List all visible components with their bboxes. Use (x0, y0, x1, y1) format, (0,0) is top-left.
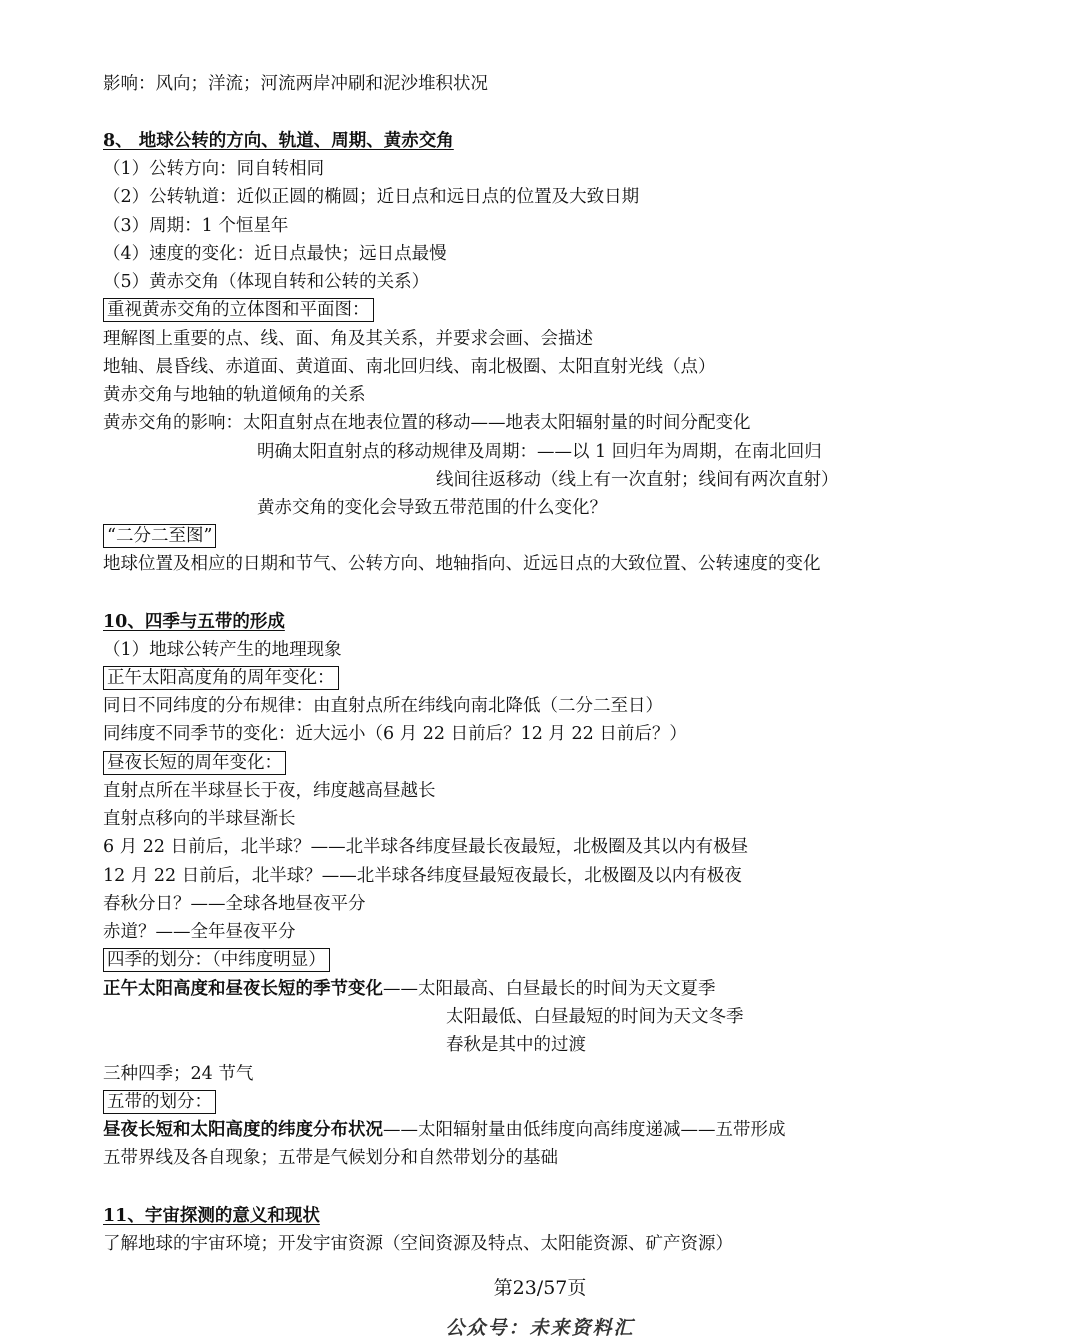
text-line: 明确太阳直射点的移动规律及周期：——以 1 回归年为周期，在南北回归 (257, 442, 822, 462)
text-line: 黄赤交角的影响：太阳直射点在地表位置的移动——地表太阳辐射量的时间分配变化 (103, 413, 751, 433)
text-line: 地球位置及相应的日期和节气、公转方向、地轴指向、近远日点的大致位置、公转速度的变化 (103, 554, 821, 574)
text-line: （2）公转轨道：近似正圆的椭圆；近日点和远日点的位置及大致日期 (103, 187, 640, 207)
text-line: 直射点所在半球昼长于夜，纬度越高昼越长 (103, 781, 436, 801)
text-line: 黄赤交角的变化会导致五带范围的什么变化？ (257, 498, 607, 518)
text-line: 三种四季；24 节气 (103, 1064, 254, 1084)
text-line: 了解地球的宇宙环境；开发宇宙资源（空间资源及特点、太阳能资源、矿产资源） (103, 1234, 733, 1254)
boxed-label-row (103, 1090, 216, 1114)
text-line: 太阳最低、白昼最短的时间为天文冬季 (446, 1007, 744, 1027)
text-line (103, 977, 716, 1001)
text-line: 线间往返移动（线上有一次直射；线间有两次直射） (436, 470, 839, 490)
text-line: 黄赤交角与地轴的轨道倾角的关系 (103, 385, 366, 405)
text-line: 理解图上重要的点、线、面、角及其关系，并要求会画、会描述 (103, 329, 593, 349)
section-heading-11: 11、宇宙探测的意义和现状 (103, 1206, 320, 1226)
boxed-label-row (103, 751, 286, 775)
boxed-label: 五带的划分： (103, 1090, 216, 1114)
text-line: 同纬度不同季节的变化：近大远小（6 月 22 日前后？12 月 22 日前后？） (103, 724, 687, 744)
text-line: （1）公转方向：同自转相同 (103, 159, 325, 179)
text-line (103, 1118, 786, 1142)
text-fragment: ——太阳最高、白昼最长的时间为天文夏季 (383, 979, 716, 999)
boxed-label-row (103, 666, 339, 690)
page-number: 第23/57页 (493, 1277, 587, 1299)
section-heading-8: 8、 地球公转的方向、轨道、周期、黄赤交角 (103, 131, 454, 151)
bold-phrase: 昼夜长短和太阳高度的纬度分布状况 (103, 1120, 383, 1140)
text-line: （1）地球公转产生的地理现象 (103, 640, 342, 660)
text-line: 6 月 22 日前后，北半球？——北半球各纬度昼最长夜最短，北极圈及其以内有极昼 (103, 837, 749, 857)
text-line: （4）速度的变化：近日点最快；远日点最慢 (103, 244, 447, 264)
boxed-label-row (103, 524, 216, 548)
text-line: （5）黄赤交角（体现自转和公转的关系） (103, 272, 430, 292)
text-line: 春秋是其中的过渡 (446, 1035, 586, 1055)
boxed-label: “二分二至图” (103, 524, 216, 548)
boxed-label: 正午太阳高度角的周年变化： (103, 666, 339, 690)
text-line: 12 月 22 日前后，北半球？——北半球各纬度昼最短夜最长，北极圈及以内有极夜 (103, 866, 742, 886)
text-line: 影响：风向；洋流；河流两岸冲刷和泥沙堆积状况 (103, 74, 488, 94)
section-heading-10: 10、四季与五带的形成 (103, 612, 285, 632)
text-line: 地轴、晨昏线、赤道面、黄道面、南北回归线、南北极圈、太阳直射光线（点） (103, 357, 716, 377)
brand-watermark: 公众号：未来资料汇 (445, 1317, 635, 1339)
boxed-label: 重视黄赤交角的立体图和平面图： (103, 298, 374, 322)
boxed-label-row (103, 298, 374, 322)
boxed-label-row (103, 948, 330, 972)
bold-phrase: 正午太阳高度和昼夜长短的季节变化 (103, 979, 383, 999)
text-line: 赤道？——全年昼夜平分 (103, 922, 296, 942)
text-fragment: ——太阳辐射量由低纬度向高纬度递减——五带形成 (383, 1120, 786, 1140)
boxed-label: 四季的划分：（中纬度明显） (103, 948, 330, 972)
text-line: 春秋分日？——全球各地昼夜平分 (103, 894, 366, 914)
text-line: （3）周期：1 个恒星年 (103, 216, 289, 236)
text-line: 直射点移向的半球昼渐长 (103, 809, 296, 829)
boxed-label: 昼夜长短的周年变化： (103, 751, 286, 775)
text-line: 同日不同纬度的分布规律：由直射点所在纬线向南北降低（二分二至日） (103, 696, 663, 716)
text-line: 五带界线及各自现象；五带是气候划分和自然带划分的基础 (103, 1148, 558, 1168)
